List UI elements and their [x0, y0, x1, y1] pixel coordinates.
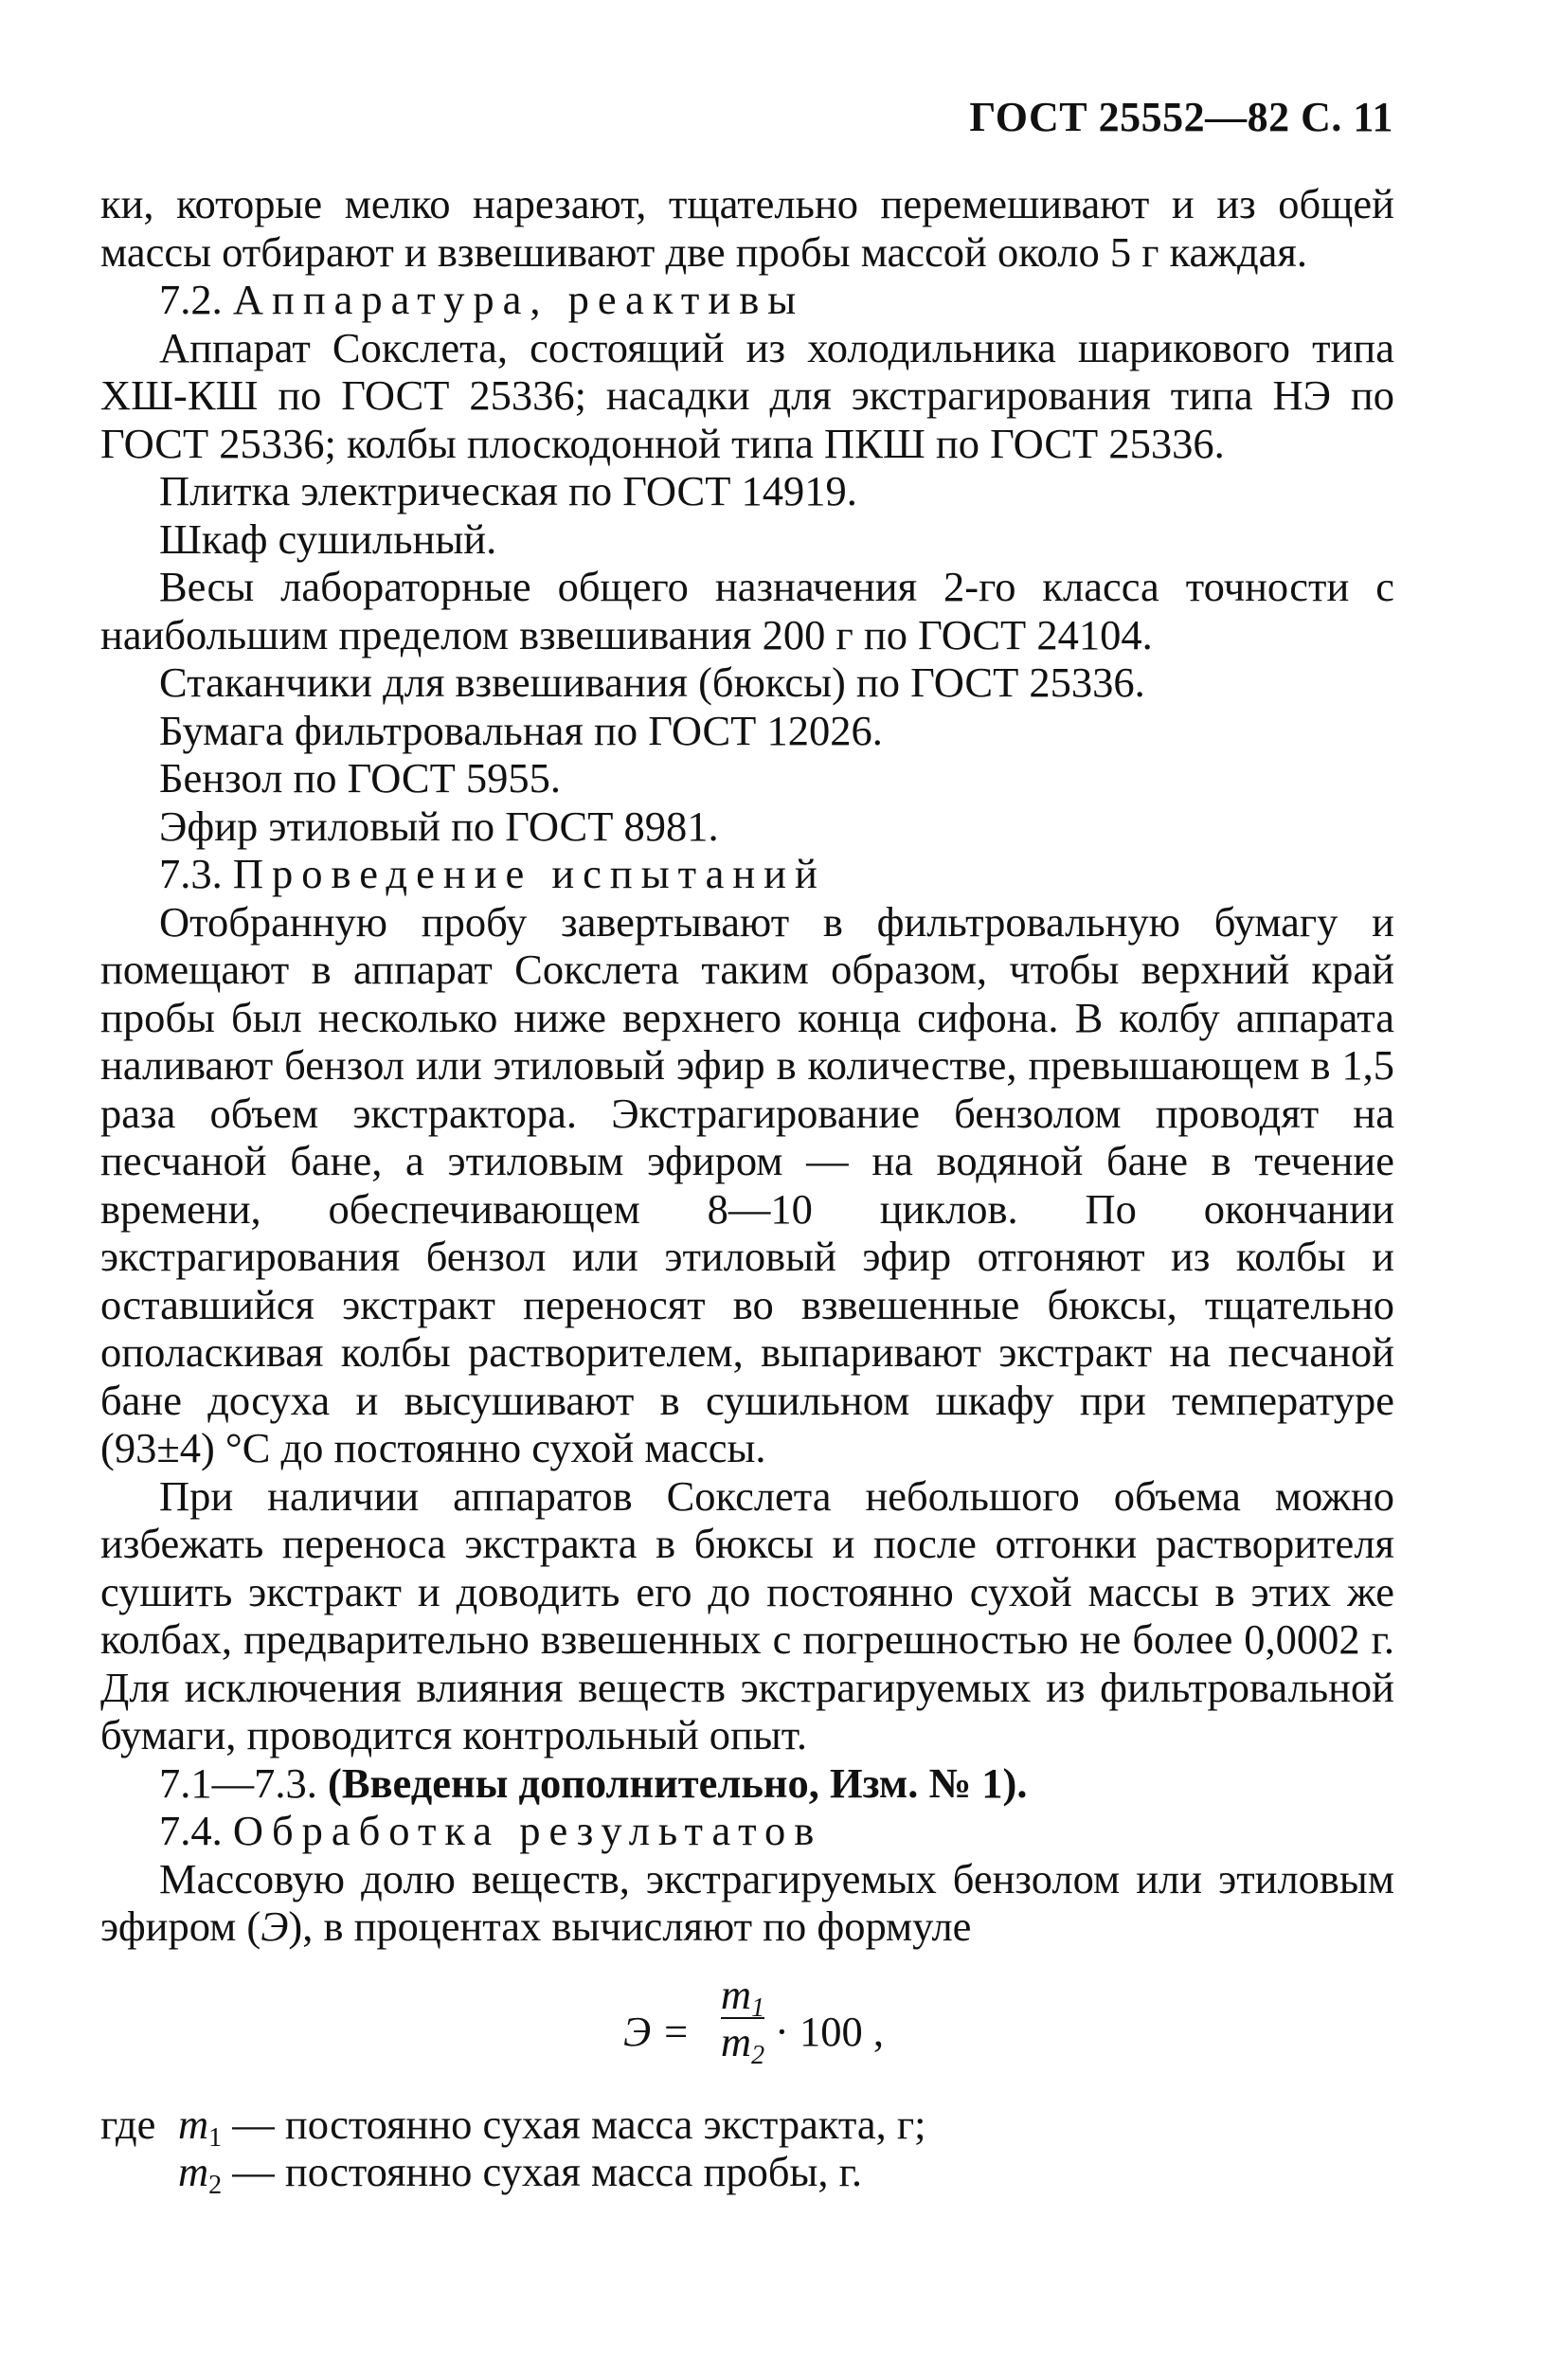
paragraph-procedure: Отобранную пробу завертывают в фильтровальную бумагу и помещают в аппарат Сокслета таким образом, чтобы верхний край пробы был несколько ниже верхнего конца сифона. В колбу аппарата наливают бензол или этиловый эфир в количестве, превышающем в 1,5 раза объем экстрактора. Экстрагирование бензолом проводят на песчаной бане, а этиловым эфиром — на водяной бане в течение времени, обеспечивающем 8—10 циклов. По окончании экстрагирования бензол или этиловый эфир отгоняют из колбы и оставшийся экстракт переносят во взвешенные бюксы, тщательно ополаскивая колбы растворителем, выпаривают экстракт на песчаной бане досуха и высушивают в сушильном шкафу при температуре (93±4) °С до постоянно сухой массы. [100, 897, 1394, 1471]
var-m1: m [178, 2100, 209, 2148]
where-line-2 [100, 2148, 1394, 2200]
paragraph-benzene: Бензол по ГОСТ 5955. [159, 754, 562, 802]
document-body [100, 180, 1394, 2200]
denominator-var: m [720, 2017, 752, 2065]
where-line-2-text [178, 2148, 862, 2200]
formula-fraction [714, 1970, 771, 2070]
where-line-1 [100, 2100, 1394, 2153]
paragraph-procedure-alt: При наличии аппаратов Сокслета небольшого объема можно избежать переноса экстракта в бюксы и после отгонки растворителя сушить экстракт и доводить его до постоянно сухой массы в этих же колбах, предварительно взвешенных с погрешностью не более 0,0002 г. Для исключения влияния веществ экстрагируемых из фильтровальной бумаги, проводится контрольный опыт. [100, 1471, 1394, 1758]
section-7-2-heading [100, 276, 1394, 324]
paragraph-weighing-cups: Стаканчики для взвешивания (бюксы) по ГОСТ 25336. [159, 658, 1145, 706]
numerator-sub: 1 [751, 1992, 765, 2023]
var-m1-sub: 1 [208, 2122, 223, 2153]
where-line-2-desc: — постоянно сухая масса пробы, г. [222, 2148, 862, 2195]
section-number: 7.2. [159, 276, 223, 323]
section-title: Обработка результатов [232, 1807, 823, 1854]
amendment-note [100, 1759, 1394, 1808]
paragraph-hotplate: Плитка электрическая по ГОСТ 14919. [159, 467, 857, 514]
where-lead-spacer [100, 2148, 178, 2196]
formula-numerator [714, 1970, 771, 2023]
formula-rhs: · 100 , [775, 2007, 884, 2055]
formula-lhs: Э = [623, 2007, 691, 2055]
paragraph-calculation [100, 1855, 1394, 1951]
section-7-4-heading [100, 1807, 1394, 1855]
calc-text-b: ), в процентах вычисляют по формуле [288, 1902, 972, 1950]
numerator-var: m [720, 1970, 752, 2018]
where-line-1-desc: — постоянно сухая масса экстракта, г; [222, 2100, 926, 2148]
denominator-sub: 2 [751, 2040, 765, 2070]
section-number: 7.3. [159, 850, 223, 897]
where-line-1-text [178, 2100, 926, 2153]
paragraph-oven: Шкаф сушильный. [159, 514, 497, 563]
section-title: Проведение испытаний [232, 850, 826, 897]
paragraph-scales: Весы лабораторные общего назначения 2-го класса точности с наибольшим пределом взвешивания 200 г по ГОСТ 24104. [100, 563, 1394, 658]
calc-text-a: Массовую долю веществ, экстрагируемых бензолом или этиловым эфиром ( [100, 1854, 1394, 1950]
page-header: ГОСТ 25552—82 С. 11 [969, 94, 1393, 140]
amendment-text: (Введены дополнительно, Изм. № 1). [328, 1758, 1028, 1807]
amendment-number: 7.1—7.3. [159, 1758, 317, 1807]
var-m2-sub: 2 [208, 2171, 223, 2200]
formula [100, 1972, 1394, 2093]
formula-denominator [714, 2017, 771, 2070]
var-m2: m [178, 2148, 209, 2195]
section-number: 7.4. [159, 1807, 223, 1854]
paragraph-filter-paper: Бумага фильтровальная по ГОСТ 12026. [159, 706, 883, 754]
paragraph-apparatus: Аппарат Сокслета, состоящий из холодильника шарикового типа ХШ-КШ по ГОСТ 25336; насадки для экстрагирования типа НЭ по ГОСТ 25336; колбы плоскодонной типа ПКШ по ГОСТ 25336. [100, 323, 1394, 467]
paragraph-continuation: ки, которые мелко нарезают, тщательно перемешивают и из общей массы отбирают и взвешивают две пробы массой около 5 г каждая. [100, 180, 1394, 276]
where-lead: где [100, 2100, 156, 2148]
section-title: Аппаратура, реактивы [232, 276, 805, 323]
calc-symbol: Э [260, 1902, 289, 1950]
section-7-3-heading [100, 850, 1394, 898]
paragraph-ether: Эфир этиловый по ГОСТ 8981. [159, 802, 719, 850]
